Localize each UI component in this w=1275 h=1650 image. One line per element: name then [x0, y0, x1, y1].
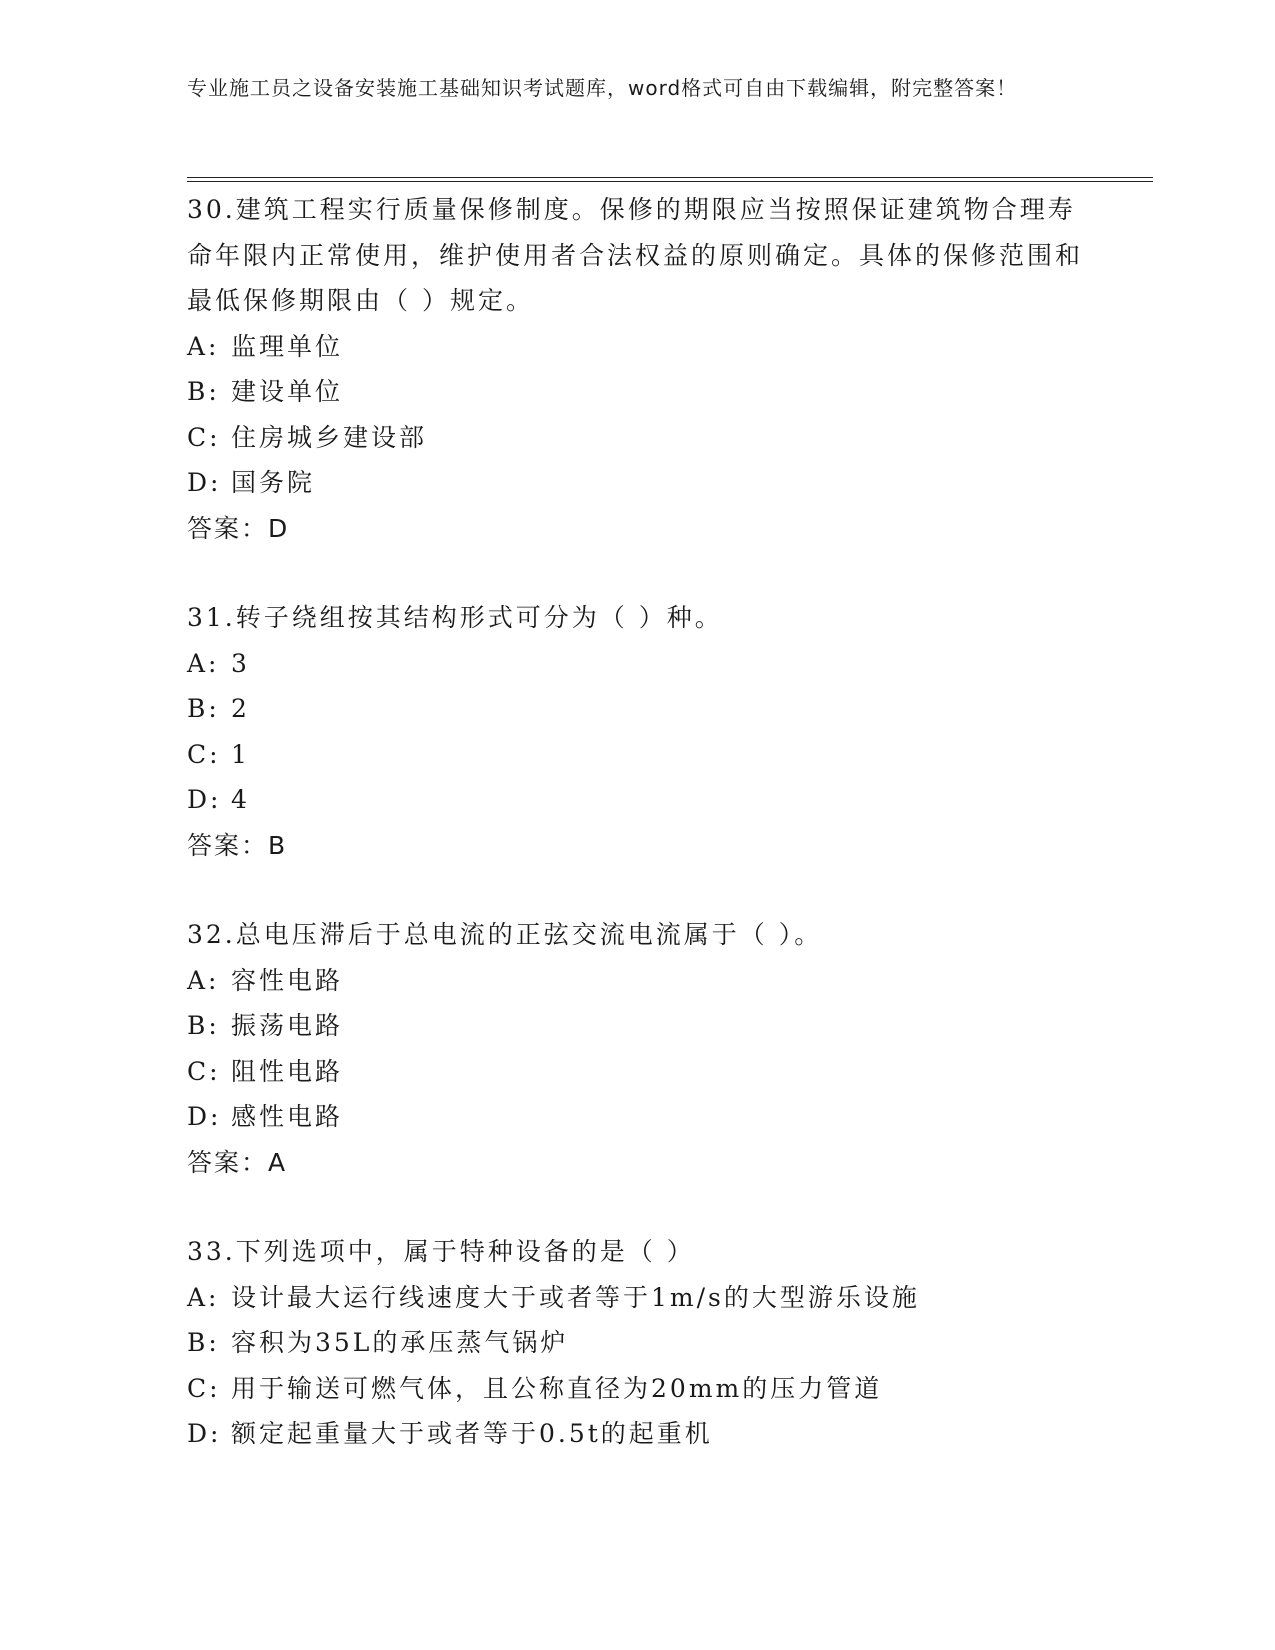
option-key: A: [187, 648, 220, 678]
option-text: 建设单位 [231, 377, 344, 406]
question-stem: 33.下列选项中，属于特种设备的是（ ） [187, 1237, 695, 1266]
option-text: 4 [231, 785, 250, 814]
option-text: 1 [231, 739, 250, 769]
question-spacer [187, 551, 1087, 595]
option-a [187, 958, 1087, 1004]
option-key: C: [187, 422, 221, 452]
option-key: A: [187, 331, 220, 361]
option-text: 国务院 [231, 468, 316, 497]
option-c [187, 732, 1087, 778]
option-text: 2 [231, 694, 250, 723]
option-c [187, 1049, 1087, 1095]
answer-line: 答案：B [187, 830, 288, 860]
option-c [187, 415, 1087, 461]
option-b [187, 369, 1087, 415]
option-key: C: [187, 739, 221, 769]
option-key: B: [187, 1011, 220, 1040]
option-d [187, 460, 1087, 506]
answer-line: 答案：D [187, 513, 290, 543]
option-d [187, 1094, 1087, 1140]
option-text: 容性电路 [231, 965, 344, 995]
option-key: D: [187, 1419, 222, 1448]
option-text: 额定起重量大于或者等于0.5t的起重机 [231, 1419, 713, 1448]
question-30 [187, 187, 1087, 551]
option-text: 阻性电路 [231, 1056, 344, 1086]
question-spacer [187, 868, 1087, 912]
question-stem: 30.建筑工程实行质量保修制度。保修的期限应当按照保证建筑物合理寿命年限内正常使用，维护使用者合法权益的原则确定。具体的保修范围和最低保修期限由（ ）规定。 [187, 195, 1084, 315]
option-a [187, 1275, 1087, 1321]
option-text: 住房城乡建设部 [231, 422, 428, 452]
option-b [187, 686, 1087, 732]
option-key: A: [187, 965, 220, 995]
option-a [187, 324, 1087, 370]
option-text: 设计最大运行线速度大于或者等于1m/s的大型游乐设施 [231, 1282, 920, 1312]
option-d [187, 777, 1087, 823]
option-b [187, 1320, 1087, 1366]
option-key: D: [187, 468, 222, 497]
option-text: 3 [231, 648, 250, 678]
option-key: A: [187, 1282, 220, 1312]
option-key: B: [187, 1328, 220, 1357]
option-key: C: [187, 1056, 221, 1086]
option-text: 监理单位 [231, 331, 344, 361]
option-key: D: [187, 785, 222, 814]
answer-line: 答案：A [187, 1147, 288, 1177]
question-32 [187, 912, 1087, 1185]
option-text: 感性电路 [231, 1102, 344, 1131]
header-divider-bottom [187, 181, 1153, 182]
option-key: B: [187, 377, 220, 406]
option-text: 用于输送可燃气体，且公称直径为20mm的压力管道 [231, 1373, 883, 1403]
question-31 [187, 595, 1087, 868]
question-33 [187, 1229, 1087, 1457]
option-key: B: [187, 694, 220, 723]
question-stem: 31.转子绕组按其结构形式可分为（ ）种。 [187, 603, 723, 632]
option-c [187, 1366, 1087, 1412]
question-stem: 32.总电压滞后于总电流的正弦交流电流属于（ ）。 [187, 920, 823, 949]
option-d [187, 1411, 1087, 1457]
question-list [187, 187, 1087, 1457]
option-text: 振荡电路 [231, 1011, 344, 1040]
option-key: D: [187, 1102, 222, 1131]
option-text: 容积为35L的承压蒸气锅炉 [231, 1328, 569, 1357]
question-spacer [187, 1185, 1087, 1229]
document-header-note: 专业施工员之设备安装施工基础知识考试题库，word格式可自由下载编辑，附完整答案！ [187, 76, 1018, 100]
header-divider-top [187, 177, 1153, 178]
option-a [187, 641, 1087, 687]
option-key: C: [187, 1373, 221, 1403]
option-b [187, 1003, 1087, 1049]
